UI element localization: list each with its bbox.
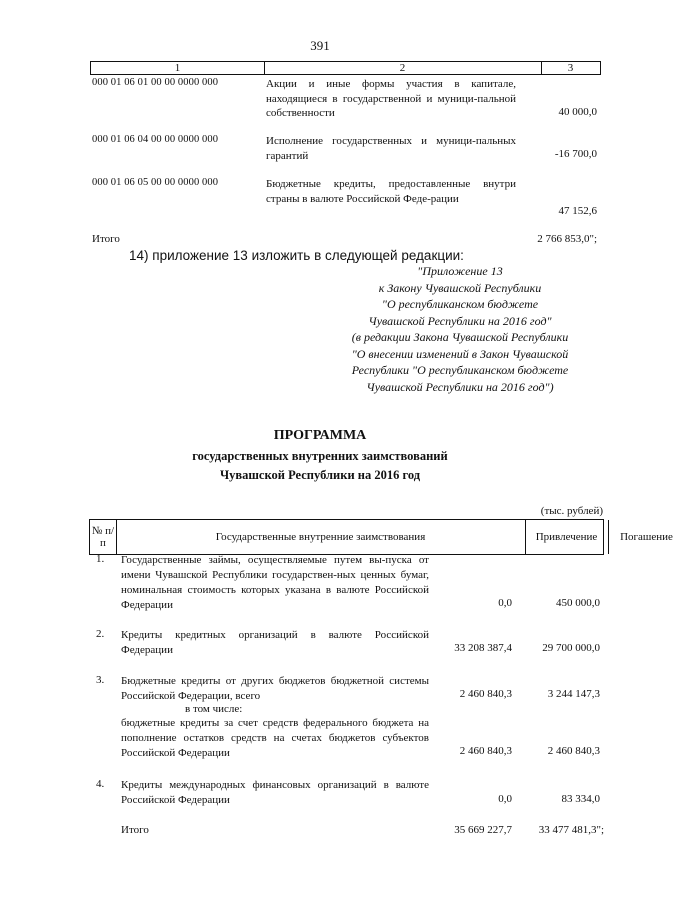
header-repayment: Погашение [620, 531, 673, 543]
budget-code: 000 01 06 01 00 00 0000 000 [92, 77, 219, 88]
amendment-instruction: 14) приложение 13 изложить в следующей редакции: [129, 248, 464, 263]
budget-description: Бюджетные кредиты, предоставленные внутри страны в валюте Российской Феде-рации [266, 178, 516, 205]
row-attraction: 2 460 840,3 [459, 688, 512, 700]
top-table-header-col-2: 2 [264, 62, 542, 74]
budget-amount: 47 152,6 [558, 205, 597, 217]
page-number: 391 [310, 38, 330, 53]
row-borrowing-type: бюджетные кредиты за счет средств федерального бюджета на пополнение остатков средств на счетах бюджетов субъектов Российской Федерации [121, 717, 429, 759]
row-borrowing-type: Бюджетные кредиты от других бюджетов бюджетной системы Российской Федерации, всего [121, 675, 429, 702]
row-borrowing-type: Государственные займы, осуществляемые путем вы-пуска от имени Чувашской Республики государствен-ных ценных бумаг, номинальная стоимость которых указана в валюте Российской Федерации [121, 554, 429, 611]
annex-line: (в редакции Закона Чувашской Республики [351, 330, 569, 344]
row-attraction: 0,0 [498, 597, 512, 609]
row-subheading: в том числе: [185, 703, 243, 715]
annex-line: Чувашской Республики на 2016 год" [368, 313, 552, 328]
top-table-total-value: 2 766 853,0"; [537, 233, 597, 245]
budget-amount: 40 000,0 [558, 106, 597, 118]
document-subtitle: государственных внутренних заимствований [192, 449, 448, 463]
row-attraction: 33 208 387,4 [454, 642, 512, 654]
program-table-header [89, 519, 673, 555]
row-borrowing-type: Кредиты международных финансовых организаций в валюте Российской Федерации [121, 779, 429, 806]
top-table-header-col-3: 3 [567, 62, 574, 74]
row-repayment: 2 460 840,3 [547, 745, 600, 757]
header-attraction: Привлечение [525, 520, 609, 554]
row-attraction: 2 460 840,3 [459, 745, 512, 757]
annex-line: Чувашской Республики на 2016 год") [366, 379, 554, 394]
annex-line: к Закону Чувашской Республики [378, 280, 542, 295]
document-subtitle: Чувашской Республики на 2016 год [219, 468, 421, 482]
header-borrowing-type: Государственные внутренние заимствования [116, 520, 526, 554]
budget-code: 000 01 06 05 00 00 0000 000 [92, 177, 219, 188]
row-number: 2. [96, 628, 105, 640]
program-total-attraction: 35 669 227,7 [454, 824, 512, 836]
top-table-header-col-1: 1 [91, 62, 265, 74]
row-borrowing-type: Кредиты кредитных организаций в валюте Российской Федерации [121, 629, 429, 656]
units-note: (тыс. рублей) [540, 505, 603, 517]
budget-amount: -16 700,0 [554, 148, 597, 160]
row-repayment: 29 700 000,0 [542, 642, 600, 654]
annex-line: "О внесении изменений в Закон Чувашской [351, 346, 569, 361]
annex-line: "О республиканском бюджете [381, 297, 539, 311]
top-table-header [90, 61, 601, 75]
row-number: 4. [96, 778, 105, 790]
document-title: ПРОГРАММА [273, 428, 367, 443]
annex-reference [300, 263, 620, 395]
budget-description: Исполнение государственных и муници-пальных гарантий [266, 135, 516, 162]
program-total-repayment: 33 477 481,3"; [538, 824, 604, 836]
annex-line: "Приложение 13 [417, 264, 503, 278]
row-repayment: 3 244 147,3 [547, 688, 600, 700]
budget-description: Акции и иные формы участия в капитале, находящиеся в государственной и муници-пальной собственности [266, 78, 516, 119]
row-number: 3. [96, 674, 105, 686]
header-number: № п/п [90, 520, 117, 554]
row-repayment: 450 000,0 [556, 597, 600, 609]
annex-line: Республики "О республиканском бюджете [351, 363, 569, 377]
program-total-label: Итого [121, 824, 149, 836]
row-repayment: 83 334,0 [561, 793, 600, 805]
row-attraction: 0,0 [498, 793, 512, 805]
row-number: 1. [96, 553, 105, 565]
budget-code: 000 01 06 04 00 00 0000 000 [92, 134, 219, 145]
top-table-total-label: Итого [92, 233, 120, 245]
